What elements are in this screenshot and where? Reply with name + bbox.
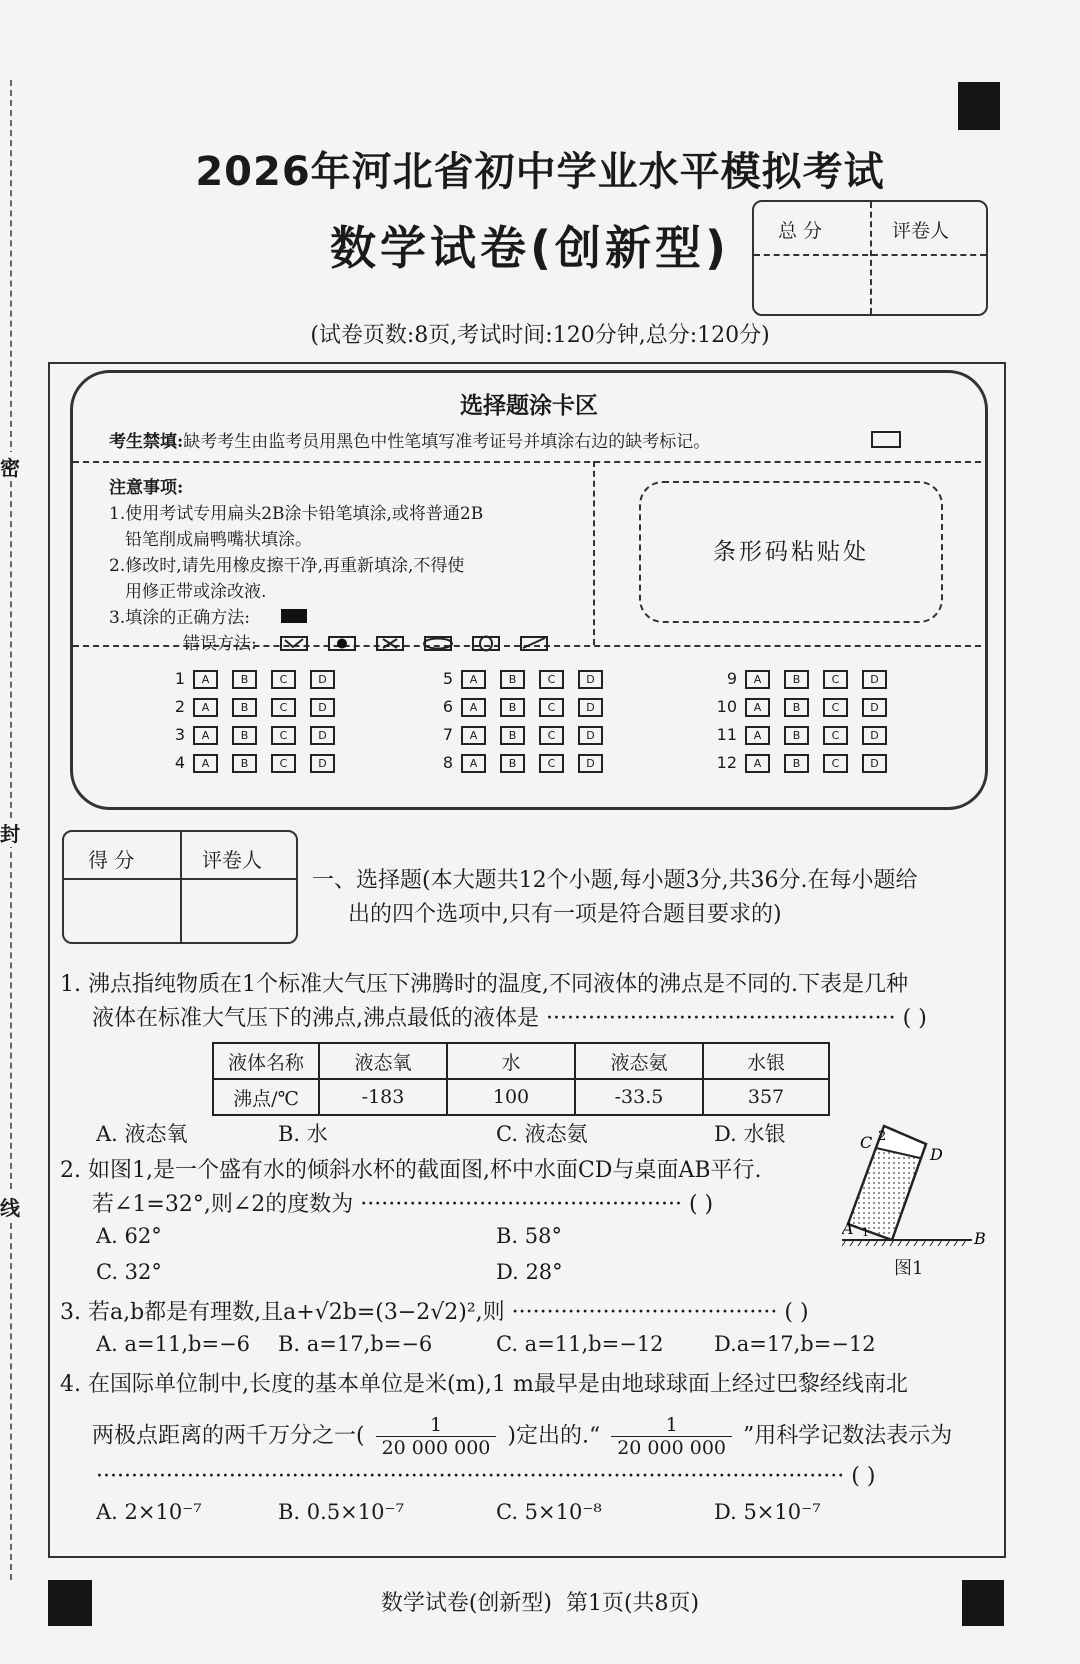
q2-option-d: D. 28° <box>496 1260 563 1284</box>
table-cell: 液体名称 <box>213 1043 319 1079</box>
answer-bubble-a[interactable]: A <box>193 698 218 717</box>
section-heading-line1: 一、选择题(本大题共12个小题,每小题3分,共36分.在每小题给 <box>312 868 918 893</box>
answer-bubble-c[interactable]: C <box>271 670 296 689</box>
answer-bubble-b[interactable]: B <box>232 754 257 773</box>
table-cell: 100 <box>447 1079 575 1115</box>
answer-row-number: 9 <box>726 669 737 688</box>
seal-char-xian: 线 <box>0 1192 20 1221</box>
answer-bubble-d[interactable]: D <box>310 670 335 689</box>
answer-bubble-b[interactable]: B <box>784 726 809 745</box>
fig-label-2: 2 <box>878 1129 887 1144</box>
q3-option-a: A. a=11,b=−6 <box>96 1332 251 1356</box>
answer-card <box>70 370 988 810</box>
barcode-area <box>639 481 943 623</box>
answer-bubble-c[interactable]: C <box>539 726 564 745</box>
table-row <box>213 1079 829 1115</box>
q4-frac1-den: 20 000 000 <box>381 1437 491 1459</box>
table-cell: 沸点/℃ <box>213 1079 319 1115</box>
answer-bubble-b[interactable]: B <box>500 726 525 745</box>
q4-option-d: D. 5×10⁻⁷ <box>714 1500 821 1524</box>
answer-row-number: 6 <box>442 697 453 716</box>
answer-row-number: 5 <box>442 669 453 688</box>
q2-line1: 2. 如图1,是一个盛有水的倾斜水杯的截面图,杯中水面CD与桌面AB平行. <box>60 1158 762 1183</box>
answer-bubble-a[interactable]: A <box>193 670 218 689</box>
q1-option-a: A. 液态氧 <box>96 1122 188 1146</box>
q1-option-c: C. 液态氨 <box>496 1122 588 1146</box>
q4-frac1-num: 1 <box>376 1414 497 1437</box>
answer-row-number: 8 <box>442 753 453 772</box>
answer-bubble-a[interactable]: A <box>461 754 486 773</box>
answer-row-number: 10 <box>716 697 737 716</box>
answer-row-number: 4 <box>174 753 185 772</box>
q4-text-c: ”用科学记数法表示为 <box>743 1423 953 1449</box>
answer-row-number: 2 <box>174 697 185 716</box>
correct-fill-example <box>281 609 307 623</box>
exam-subtitle: 数学试卷(创新型) <box>330 221 731 275</box>
q4-frac2-num: 1 <box>611 1414 732 1437</box>
q4-line1: 4. 在国际单位制中,长度的基本单位是米(m),1 m最早是由地球球面上经过巴黎经线南北 <box>60 1372 908 1397</box>
answer-bubble-a[interactable]: A <box>193 726 218 745</box>
wrong-fill-icons <box>279 635 579 653</box>
table-cell: 液态氧 <box>319 1043 447 1079</box>
note-2b: 用修正带或涂改液. <box>125 582 267 602</box>
answer-bubble-b[interactable]: B <box>232 698 257 717</box>
table-cell: -33.5 <box>575 1079 703 1115</box>
answer-bubble-d[interactable]: D <box>862 754 887 773</box>
boiling-point-table <box>212 1042 830 1116</box>
answer-bubble-b[interactable]: B <box>500 698 525 717</box>
answer-bubble-c[interactable]: C <box>823 670 848 689</box>
section-heading-line2: 出的四个选项中,只有一项是符合题目要求的) <box>348 902 782 927</box>
q2-option-a: A. 62° <box>96 1224 162 1248</box>
answer-row <box>427 753 617 773</box>
answer-row <box>711 753 901 773</box>
note-1b: 铅笔削成扁鸭嘴状填涂。 <box>125 530 312 550</box>
page-footer: 数学试卷(创新型) 第1页(共8页) <box>380 1591 700 1616</box>
total-score-label: 总 分 <box>778 220 823 242</box>
answer-row-number: 12 <box>716 753 737 772</box>
fig-label-c: C <box>860 1133 873 1152</box>
q3-option-c: C. a=11,b=−12 <box>496 1332 664 1356</box>
answer-bubble-d[interactable]: D <box>310 726 335 745</box>
seal-char-feng: 封 <box>0 818 20 847</box>
q2-line2: 若∠1=32°,则∠2的度数为 ·············································· ( ) <box>92 1192 714 1217</box>
notes-title: 注意事项: <box>109 478 184 498</box>
note-2a: 2.修改时,请先用橡皮擦干净,再重新填涂,不得使 <box>109 556 465 576</box>
answer-bubble-a[interactable]: A <box>745 670 770 689</box>
answer-bubble-c[interactable]: C <box>823 754 848 773</box>
answer-bubble-d[interactable]: D <box>578 754 603 773</box>
answer-row <box>159 669 349 689</box>
card-divider-top <box>73 461 981 463</box>
answer-bubble-a[interactable]: A <box>745 754 770 773</box>
q2-option-c: C. 32° <box>96 1260 162 1284</box>
answer-row <box>427 697 617 717</box>
answer-bubble-c[interactable]: C <box>823 726 848 745</box>
note-3: 3.填涂的正确方法: <box>109 608 250 628</box>
q3-option-d: D.a=17,b=−12 <box>714 1332 876 1356</box>
answer-bubble-c[interactable]: C <box>271 726 296 745</box>
q4-text-b: )定出的.“ <box>507 1423 601 1449</box>
answer-bubble-b[interactable]: B <box>232 726 257 745</box>
fig-label-a: A <box>842 1219 854 1238</box>
section-score-field[interactable] <box>68 882 176 938</box>
total-score-box <box>752 200 988 316</box>
answer-bubble-a[interactable]: A <box>745 726 770 745</box>
answer-bubble-b[interactable]: B <box>232 670 257 689</box>
total-score-field[interactable] <box>758 258 866 308</box>
answer-bubble-c[interactable]: C <box>271 698 296 717</box>
figure-1 <box>842 1116 992 1286</box>
candidate-notice <box>109 427 710 452</box>
absent-mark-box[interactable] <box>871 431 901 448</box>
answer-bubble-a[interactable]: A <box>461 670 486 689</box>
card-divider-mid <box>593 461 595 645</box>
q4-option-a: A. 2×10⁻⁷ <box>96 1500 202 1524</box>
fig-label-1: 1 <box>862 1226 869 1239</box>
figure-caption: 图1 <box>894 1258 924 1279</box>
answer-bubble-a[interactable]: A <box>193 754 218 773</box>
table-cell: 液态氨 <box>575 1043 703 1079</box>
q1-option-b: B. 水 <box>278 1122 328 1146</box>
answer-bubble-a[interactable]: A <box>461 698 486 717</box>
table-cell: 水银 <box>703 1043 829 1079</box>
q4-line2 <box>92 1414 952 1459</box>
answer-bubble-c[interactable]: C <box>539 754 564 773</box>
answer-row <box>427 669 617 689</box>
grader-label: 评卷人 <box>892 220 950 242</box>
candidate-notice-text: 缺考考生由监考员用黑色中性笔填写准考证号并填涂右边的缺考标记。 <box>183 432 711 452</box>
answer-row <box>711 725 901 745</box>
barcode-label: 条形码粘贴处 <box>713 539 869 565</box>
grader-field[interactable] <box>874 258 982 308</box>
answer-bubble-b[interactable]: B <box>500 670 525 689</box>
answer-bubble-b[interactable]: B <box>500 754 525 773</box>
answer-bubble-d[interactable]: D <box>310 754 335 773</box>
answer-bubble-b[interactable]: B <box>784 698 809 717</box>
answer-row-number: 3 <box>174 725 185 744</box>
q2-option-b: B. 58° <box>496 1224 563 1248</box>
q4-text-a: 两极点距离的两千万分之一( <box>92 1423 365 1449</box>
note-1a: 1.使用考试专用扁头2B涂卡铅笔填涂,或将普通2B <box>109 504 484 524</box>
table-header-row <box>213 1043 829 1079</box>
candidate-notice-label: 考生禁填: <box>109 432 184 452</box>
q4-frac2-den: 20 000 000 <box>617 1437 727 1459</box>
table-cell: 357 <box>703 1079 829 1115</box>
q3-line: 3. 若a,b都是有理数,且a+√2b=(3−2√2)²,则 ······································ ( ) <box>60 1300 809 1325</box>
fig-label-d: D <box>930 1145 943 1164</box>
table-cell: -183 <box>319 1079 447 1115</box>
answer-bubble-d[interactable]: D <box>862 698 887 717</box>
table-cell: 水 <box>447 1043 575 1079</box>
answer-row <box>159 697 349 717</box>
answer-bubble-c[interactable]: C <box>539 670 564 689</box>
answer-bubble-d[interactable]: D <box>862 726 887 745</box>
q1-line1: 1. 沸点指纯物质在1个标准大气压下沸腾时的温度,不同液体的沸点是不同的.下表是几种 <box>60 972 908 997</box>
answer-row <box>711 697 901 717</box>
answer-row-number: 11 <box>716 725 737 744</box>
answer-row <box>159 753 349 773</box>
q1-line2: 液体在标准大气压下的沸点,沸点最低的液体是 ·················································· ( ) <box>92 1006 927 1031</box>
answer-bubble-c[interactable]: C <box>539 698 564 717</box>
q4-fraction-1 <box>376 1414 497 1459</box>
exam-title: 2026年河北省初中学业水平模拟考试 <box>195 149 885 195</box>
answer-row-number: 1 <box>174 669 185 688</box>
answer-card-title: 选择题涂卡区 <box>460 393 598 419</box>
answer-bubble-d[interactable]: D <box>862 670 887 689</box>
answer-bubble-b[interactable]: B <box>784 670 809 689</box>
exam-info: (试卷页数:8页,考试时间:120分钟,总分:120分) <box>310 323 770 348</box>
answer-row <box>159 725 349 745</box>
answer-bubble-c[interactable]: C <box>823 698 848 717</box>
q4-fraction-2 <box>611 1414 732 1459</box>
q1-option-d: D. 水银 <box>714 1122 786 1146</box>
q4-option-c: C. 5×10⁻⁸ <box>496 1500 602 1524</box>
answer-row <box>427 725 617 745</box>
answer-bubble-b[interactable]: B <box>784 754 809 773</box>
answer-bubble-d[interactable]: D <box>578 698 603 717</box>
answer-bubble-d[interactable]: D <box>310 698 335 717</box>
answer-row <box>711 669 901 689</box>
wrong-fill-examples <box>279 635 579 653</box>
q4-line3: ··········································································································· ( ) <box>96 1464 876 1489</box>
wrong-method-label: 错误方法: <box>183 634 257 654</box>
seal-char-mi: 密 <box>0 452 20 481</box>
answer-bubble-c[interactable]: C <box>271 754 296 773</box>
q4-option-b: B. 0.5×10⁻⁷ <box>278 1500 404 1524</box>
section-grader-label: 评卷人 <box>202 848 262 872</box>
section-grader-field[interactable] <box>184 882 292 938</box>
answer-bubble-d[interactable]: D <box>578 670 603 689</box>
tilted-cup-diagram <box>842 1116 992 1256</box>
answer-bubble-a[interactable]: A <box>745 698 770 717</box>
answer-bubble-a[interactable]: A <box>461 726 486 745</box>
q3-option-b: B. a=17,b=−6 <box>278 1332 433 1356</box>
section-score-label: 得 分 <box>88 848 135 872</box>
registration-mark-top-right <box>958 82 1000 130</box>
fig-label-b: B <box>974 1229 986 1248</box>
answer-row-number: 7 <box>442 725 453 744</box>
answer-bubble-d[interactable]: D <box>578 726 603 745</box>
section-score-box <box>62 830 298 944</box>
